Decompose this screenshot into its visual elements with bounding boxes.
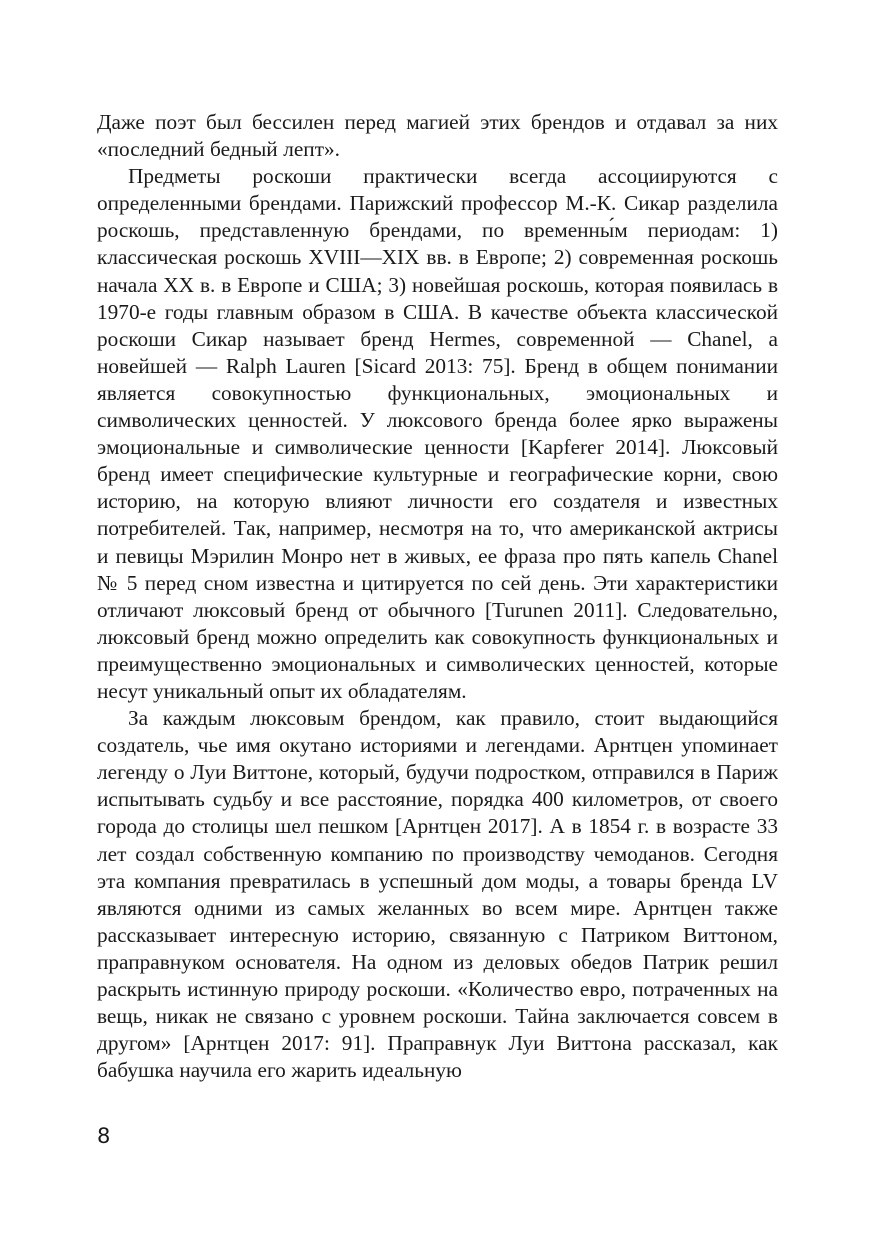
paragraph-brand-creators: За каждым люксовым брендом, как правило, стоит выдающийся создатель, чье имя окутано историями и легендами. Арнтцен упоминает легенду о Луи Виттоне, который, будучи подростком, отправился в Париж испытывать судьбу и все расстояние, порядка 400 километров, от своего города до столицы шел пешком [Арнтцен 2017]. А в 1854 г. в возрасте 33 лет создал собственную компанию по производству чемоданов. Сегодня эта компания превратилась в успешный дом моды, а товары бренда LV являются одними из самых желанных во всем мире. Арнтцен также рассказывает интересную историю, связанную с Патриком Виттоном, праправнуком основателя. На одном из деловых обедов Патрик решил раскрыть истинную природу роскоши. «Количество евро, потраченных на вещь, никак не связано с уровнем роскоши. Тайна заключается совсем в другом» [Арнтцен 2017: 91]. Праправнук Луи Виттона рассказал, как бабушка научила его жарить идеальную xyxy=(97,706,778,1083)
page-number: 8 xyxy=(97,1124,111,1148)
paragraph-luxury-brands: Предметы роскоши практически всегда ассоциируются с определенными брендами. Парижский профессор М.-К. Сикар разделила роскошь, представленную брендами, по временны́м периодам: 1) классическая роскошь XVIII—XIX вв. в Европе; 2) современная роскошь начала XX в. в Европе и США; 3) новейшая роскошь, которая появилась в 1970-е годы главным образом в США. В качестве объекта классической роскоши Сикар называет бренд Hermes, современной — Chanel, а новейшей — Ralph Lauren [Sicard 2013: 75]. Бренд в общем понимании является совокупностью функциональных, эмоциональных и символических ценностей. У люксового бренда более ярко выражены эмоциональные и символические ценности [Kapferer 2014]. Люксовый бренд имеет специфические культурные и географические корни, свою историю, на которую влияют личности его создателя и известных потребителей. Так, например, несмотря на то, что американской актрисы и певицы Мэрилин Монро нет в живых, ее фраза про пять капель Chanel № 5 перед сном известна и цитируется по сей день. Эти характеристики отличают люксовый бренд от обычного [Turunen 2011]. Следовательно, люксовый бренд можно определить как совокупность функциональных и преимущественно эмоциональных и символических ценностей, которые несут уникальный опыт их обладателям. xyxy=(97,164,778,703)
paragraph-continuation: Даже поэт был бессилен перед магией этих брендов и отдавал за них «последний бедный лепт». xyxy=(97,110,778,162)
body-text xyxy=(97,109,778,1084)
